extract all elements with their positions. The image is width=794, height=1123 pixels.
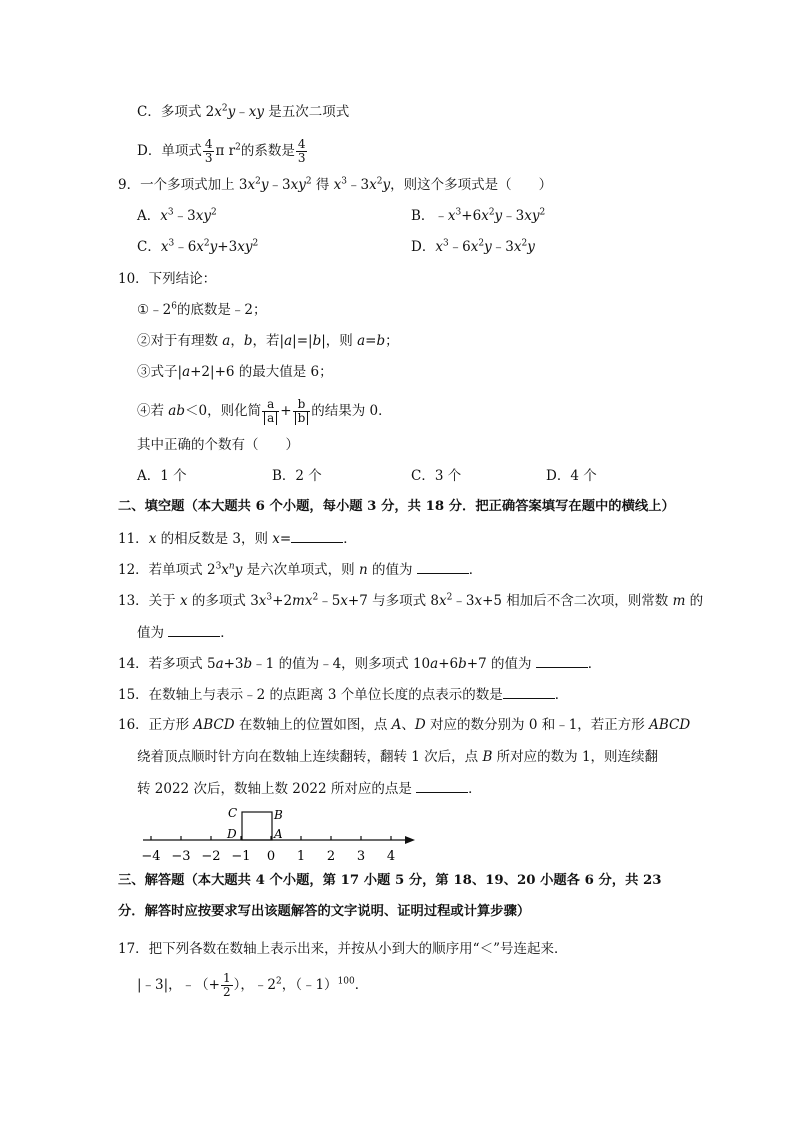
- section-3-heading-line-2: 分．解答时应按要求写出该题解答的文字说明、证明过程或计算步骤）: [118, 904, 531, 919]
- q10-statement-1: $①﹣2^6$的底数是﹣2；: [137, 301, 267, 318]
- q17-numbers: |﹣3|，﹣（+ $\frac{1}{2}$ ），$﹣2^2$，（﹣1）$^{100}$．: [137, 971, 369, 999]
- q16-line-1: 16．正方形 ABCD 在数轴上的位置如图，点 A、D 对应的数分别为 0 和﹣1，若正方形 ABCD: [118, 717, 691, 733]
- tick-label: 1: [296, 849, 306, 864]
- q9-option-c: C．$x^3﹣6x^2y+3xy^2$: [137, 238, 259, 255]
- q8-option-c: C．多项式 $2x^2y﹣xy$ 是五次二项式: [137, 103, 350, 120]
- square-abcd: [242, 812, 272, 840]
- q10-option-b: B．2 个: [272, 468, 322, 484]
- axis-arrow-icon: [405, 836, 415, 844]
- q13-line-1: 13．关于 x 的多项式 $3x^3+2mx^2﹣5x+7$ 与多项式 $8x^2﹣3x+5$ 相加后不含二次项，则常数 m 的: [118, 592, 704, 609]
- q16-line-2: 绕着顶点顺时针方向在数轴上连续翻转，翻转 1 次后，点 B 所对应的数为 1，则连续翻: [137, 749, 659, 765]
- q10-ask: 其中正确的个数有（ ）: [137, 437, 299, 453]
- number-line-figure: [135, 804, 425, 866]
- q10-stem: 10．下列结论：: [118, 271, 217, 287]
- q10-statement-2: ②对于有理数 a，b，若|a|=|b|，则 a=b；: [137, 333, 399, 349]
- q10-option-a: A．1 个: [137, 468, 187, 484]
- q13-line-2: 值为 ．: [137, 625, 234, 641]
- q10-statement-4: ④若 ab＜0，则化简 $\frac{a}{a}$ + $\frac{b}{b}$ 的结果为 0．: [137, 397, 392, 425]
- q8-option-d: D．单项式 $\frac{4}{3}$ π $r^2$的系数是 $\frac{4}{3}$: [137, 137, 306, 165]
- tick-label: −1: [231, 849, 251, 864]
- q10-option-d: D．4 个: [546, 468, 597, 484]
- q15: 15．在数轴上与表示﹣2 的点距离 3 个单位长度的点表示的数是 ．: [118, 687, 569, 703]
- q17-stem: 17．把下列各数在数轴上表示出来，并按从小到大的顺序用“＜”号连起来．: [118, 941, 568, 957]
- tick-label: −2: [201, 849, 221, 864]
- q16-line-3: 转 2022 次后，数轴上数 2022 所对应的点是 ．: [137, 781, 482, 797]
- tick-label: −4: [141, 849, 161, 864]
- q9-option-b: B．$﹣x^3+6x^2y﹣3xy^2$: [411, 207, 546, 224]
- section-2-heading: 二、填空题（本大题共 6 个小题，每小题 3 分，共 18 分．把正确答案填写在题中的横线上）: [118, 499, 675, 514]
- tick-label: 2: [326, 849, 336, 864]
- q9-option-d: D．$x^3﹣6x^2y﹣3x^2y$: [411, 238, 535, 255]
- q12: 12．若单项式 $2^3x^ny$ 是六次单项式，则 n 的值为 ．: [118, 561, 483, 578]
- q14: 14．若多项式 5a+3b﹣1 的值为﹣4，则多项式 10a+6b+7 的值为 ．: [118, 656, 602, 672]
- vertex-b-label: B: [274, 808, 283, 822]
- q9-option-a: A．$x^3﹣3xy^2$: [137, 207, 217, 224]
- tick-label: −3: [171, 849, 191, 864]
- vertex-d-label: D: [227, 827, 237, 841]
- tick-label: 3: [356, 849, 366, 864]
- vertex-c-label: C: [228, 806, 238, 820]
- q11: 11．x 的相反数是 3，则 x= ．: [118, 531, 357, 547]
- q10-statement-3: ③式子|a+2|+6 的最大值是 6；: [137, 364, 333, 380]
- tick-label: 4: [386, 849, 396, 864]
- section-3-heading-line-1: 三、解答题（本大题共 4 个小题，第 17 小题 5 分，第 18、19、20 小题各 6 分，共 23: [118, 873, 662, 888]
- q10-option-c: C．3 个: [411, 468, 462, 484]
- tick-label: 0: [266, 849, 276, 864]
- vertex-a-label: A: [274, 827, 283, 841]
- q9-stem: 9．一个多项式加上 $3x^2y﹣3xy^2$ 得 $x^3﹣3x^2y$，则这个多项式是（ ）: [118, 176, 553, 193]
